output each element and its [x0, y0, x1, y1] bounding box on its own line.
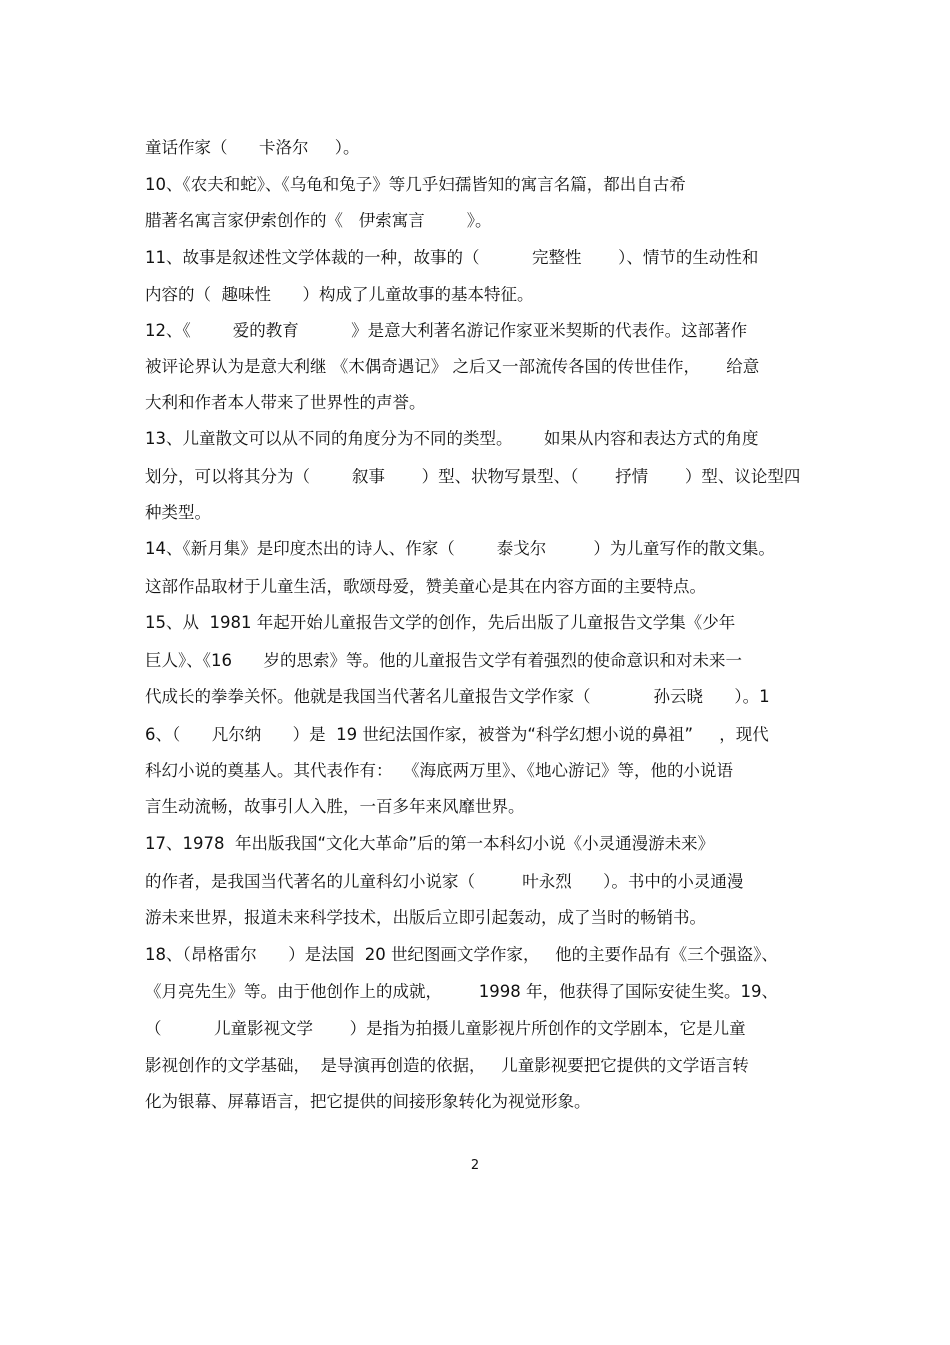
text-line: 划分，可以将其分为（ 叙事 ）型、状物写景型、（ 抒情 ）型、议论型四 [145, 467, 801, 486]
text-line: 大利和作者本人带来了世界性的声誉。 [145, 393, 426, 412]
text-line: 巨人》、《16 岁的思索》等。他的儿童报告文学有着强烈的使命意识和对未来一 [145, 651, 742, 670]
text-line: 影视创作的文学基础， 是导演再创造的依据， 儿童影视要把它提供的文学语言转 [145, 1056, 749, 1075]
text-line: 15、从 1981 年起开始儿童报告文学的创作，先后出版了儿童报告文学集《少年 [145, 613, 736, 632]
text-line: 11、故事是叙述性文学体裁的一种，故事的（ 完整性 ）、情节的生动性和 [145, 248, 759, 267]
text-line: （ 儿童影视文学 ）是指为拍摄儿童影视片所创作的文学剧本，它是儿童 [145, 1019, 746, 1038]
text-line: 种类型。 [145, 503, 211, 522]
text-line: 童话作家（ 卡洛尔 ）。 [145, 138, 360, 157]
text-line: 科幻小说的奠基人。其代表作有： 《海底两万里》、《地心游记》等，他的小说语 [145, 761, 733, 780]
text-line: 14、《新月集》是印度杰出的诗人、作家（ 泰戈尔 ）为儿童写作的散文集。 [145, 539, 775, 558]
text-line: 被评论界认为是意大利继 《木偶奇遇记》 之后又一部流传各国的传世佳作， 给意 [145, 357, 760, 376]
text-line: 《月亮先生》等。由于他创作上的成就， 1998 年，他获得了国际安徒生奖。19、 [145, 982, 778, 1001]
text-line: 的作者，是我国当代著名的儿童科幻小说家（ 叶永烈 ）。书中的小灵通漫 [145, 872, 744, 891]
text-line: 游未来世界，报道未来科学技术，出版后立即引起轰动，成了当时的畅销书。 [145, 908, 706, 927]
text-line: 化为银幕、屏幕语言，把它提供的间接形象转化为视觉形象。 [145, 1092, 591, 1111]
text-line: 6、（ 凡尔纳 ）是 19 世纪法国作家，被誉为“科学幻想小说的鼻祖” ，现代 [145, 725, 769, 744]
text-line: 17、1978 年出版我国“文化大革命”后的第一本科幻小说《小灵通漫游未来》 [145, 834, 715, 853]
page-number: 2 [470, 1158, 480, 1173]
text-line: 言生动流畅，故事引人入胜，一百多年来风靡世界。 [145, 797, 525, 816]
text-line: 18、（昂格雷尔 ）是法国 20 世纪图画文学作家， 他的主要作品有《三个强盗》、 [145, 945, 778, 964]
text-line: 13、儿童散文可以从不同的角度分为不同的类型。 如果从内容和表达方式的角度 [145, 429, 759, 448]
text-line: 12、《 爱的教育 》是意大利著名游记作家亚米契斯的代表作。这部著作 [145, 321, 748, 340]
text-line: 腊著名寓言家伊索创作的《 伊索寓言 》。 [145, 211, 492, 230]
text-line: 内容的（ 趣味性 ）构成了儿童故事的基本特征。 [145, 285, 534, 304]
text-line: 这部作品取材于儿童生活，歌颂母爱，赞美童心是其在内容方面的主要特点。 [145, 577, 706, 596]
text-line: 代成长的拳拳关怀。他就是我国当代著名儿童报告文学作家（ 孙云晓 ）。1 [145, 687, 770, 706]
text-line: 10、《农夫和蛇》、《乌龟和兔子》等几乎妇孺皆知的寓言名篇，都出自古希 [145, 175, 686, 194]
